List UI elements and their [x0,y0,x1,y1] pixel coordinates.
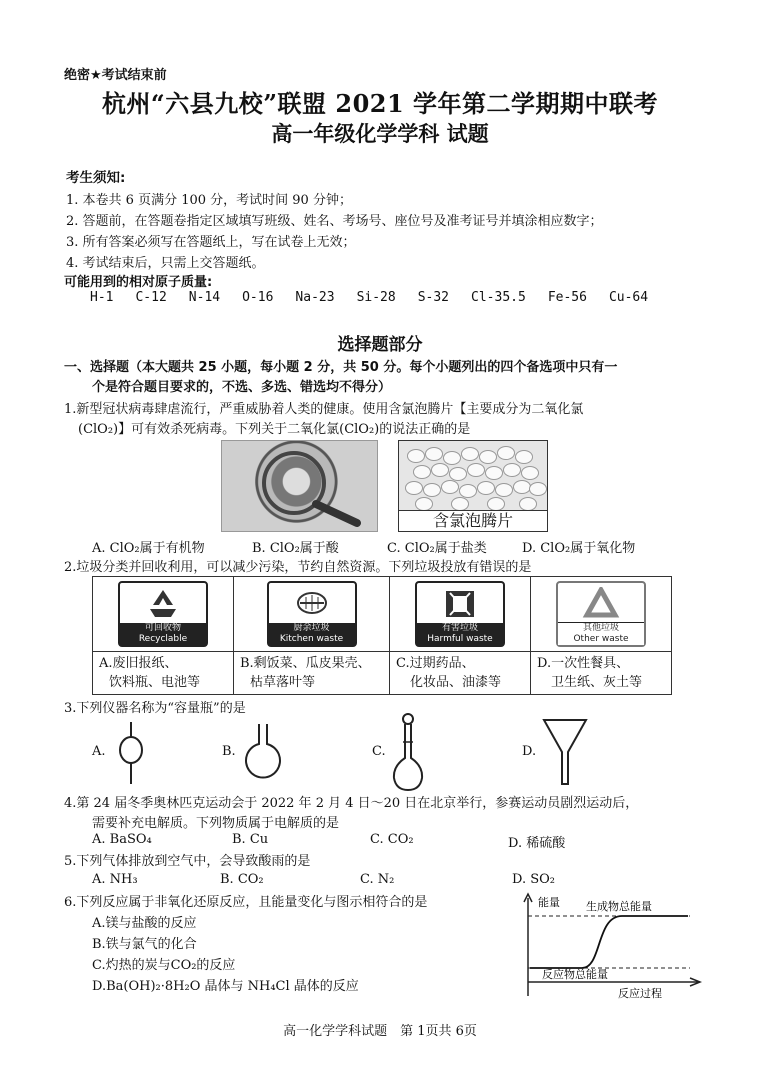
option-a: A. ClO₂属于有机物 [92,541,205,556]
atoms-heading: 可能用到的相对原子质量: [64,275,213,290]
q4-options [92,832,565,851]
option-b: B. Cu [232,832,269,847]
round-flask-icon [240,722,286,782]
option-d: D. ClO₂属于氧化物 [522,541,636,556]
option-a: A. BaSO₄ [92,832,152,847]
option-c: C. CO₂ [370,832,414,847]
option-c: C. ClO₂属于盐类 [387,541,487,556]
recycle-icon [143,587,183,619]
energy-diagram [518,892,704,1000]
kitchen-bin-sign: 厨余垃圾 Kitchen waste [267,581,357,647]
notice-heading: 考生须知: [66,170,126,186]
option-a: A.镁与盐酸的反应 [92,916,197,931]
q1-options [92,537,635,556]
photo-caption: 含氯泡腾片 [399,510,547,531]
reactant-label: 反应物总能量 [542,968,608,981]
q5-stem: 5.下列气体排放到空气中，会导致酸雨的是 [64,854,311,869]
section-instruction-cont: 个是符合题目要求的，不选、多选、错选均不得分） [92,380,392,395]
q6-stem: 6.下列反应属于非氧化还原反应，且能量变化与图示相符合的是 [64,895,428,910]
exam-subtitle: 高一年级化学学科 试题 [271,121,489,146]
virus-photo [221,440,378,532]
tablet-photo [398,440,548,532]
section-instruction: 一、选择题（本大题共 25 小题，每小题 2 分，共 50 分。每个小题列出的四个备选项中只有一 [64,360,618,375]
q1-stem: 1.新型冠状病毒肆虐流行，严重威胁着人类的健康。使用含氯泡腾片【主要成分为二氧化氯 [64,402,584,417]
bin-c-desc: C.过期药品、 化妆品、油漆等 [396,656,502,690]
option-c-label: C. [372,744,386,759]
notice-item: 2. 答题前，在答题卷指定区域填写班级、姓名、考场号、座位号及准考证号并填涂相应数字； [66,214,603,229]
q4-stem: 4.第 24 届冬季奥林匹克运动会于 2022 年 2 月 4 日～20 日在北京举行，参赛运动员剧烈运动后， [64,796,639,811]
option-d-label: D. [522,744,537,759]
option-c: C. N₂ [360,872,395,887]
atom-mass: S-32 [417,290,450,305]
q4-stem-cont: 需要补充电解质。下列物质属于电解质的是 [92,816,340,831]
atom-mass: O-16 [242,290,274,305]
battery-cross-icon [440,587,480,619]
atom-mass: Na-23 [295,290,335,305]
energy-curve [530,916,688,968]
option-d: D.Ba(OH)₂·8H₂O 晶体与 NH₄Cl 晶体的反应 [92,979,359,994]
x-axis-label: 反应过程 [618,987,662,1000]
bin-a-desc: A.废旧报纸、 饮料瓶、电池等 [99,656,201,690]
fish-bone-icon [292,587,332,619]
other-bin-sign: 其他垃圾 Other waste [556,581,646,647]
atom-mass: H-1 [90,290,114,305]
funnel-icon [540,716,590,786]
notice-item: 3. 所有答案必须写在答题纸上，写在试卷上无效； [66,235,356,250]
separatory-funnel-icon [108,722,154,786]
bin-d-desc: D.一次性餐具、 卫生纸、灰土等 [537,656,643,690]
atom-mass: Si-28 [356,290,396,305]
option-b-label: B. [222,744,236,759]
q2-stem: 2.垃圾分类并回收利用，可以减少污染，节约自然资源。下列垃圾投放有错误的是 [64,560,532,575]
option-c: C.灼热的炭与CO₂的反应 [92,958,236,973]
atom-mass: Fe-56 [547,290,587,305]
atom-mass: Cl-35.5 [471,290,526,305]
bin-b-desc: B.剩饭菜、瓜皮果壳、 枯草落叶等 [240,656,371,690]
option-d: D. SO₂ [512,872,555,887]
q5-options [92,872,555,887]
secret-label: 绝密★考试结束前 [64,68,167,83]
notice-item: 1. 本卷共 6 页满分 100 分，考试时间 90 分钟； [66,193,352,208]
atom-mass: N-14 [188,290,221,305]
atom-mass: C-12 [135,290,167,305]
q1-stem-cont: (ClO₂)】可有效杀死病毒。下列关于二氧化氯(ClO₂)的说法正确的是 [78,422,471,437]
atom-mass: Cu-64 [608,290,649,305]
notice-item: 4. 考试结束后，只需上交答题纸。 [66,256,265,271]
waste-sorting-table [92,576,672,695]
product-label: 生成物总能量 [586,900,652,913]
atomic-masses [90,290,670,305]
harmful-bin-sign: 有害垃圾 Harmful waste [415,581,505,647]
option-a-label: A. [92,744,106,759]
y-axis-label: 能量 [538,896,560,909]
option-b: B. CO₂ [220,872,264,887]
magnifier-icon [222,441,377,531]
q3-stem: 3.下列仪器名称为“容量瓶”的是 [64,701,246,716]
exam-title: 杭州“六县九校”联盟 2021 学年第二学期期中联考 [101,89,659,118]
page-footer: 高一化学学科试题 第 1页共 6页 [283,1024,477,1039]
section-title: 选择题部分 [337,335,423,355]
recycle-bin-sign: 可回收物 Recyclable [118,581,208,647]
option-b: B. ClO₂属于酸 [252,541,339,556]
option-a: A. NH₃ [92,872,138,887]
option-d: D. 稀硫酸 [508,836,566,851]
volumetric-flask-icon [388,712,428,792]
option-b: B.铁与氯气的化合 [92,937,197,952]
triangle-arrows-icon [581,587,621,619]
